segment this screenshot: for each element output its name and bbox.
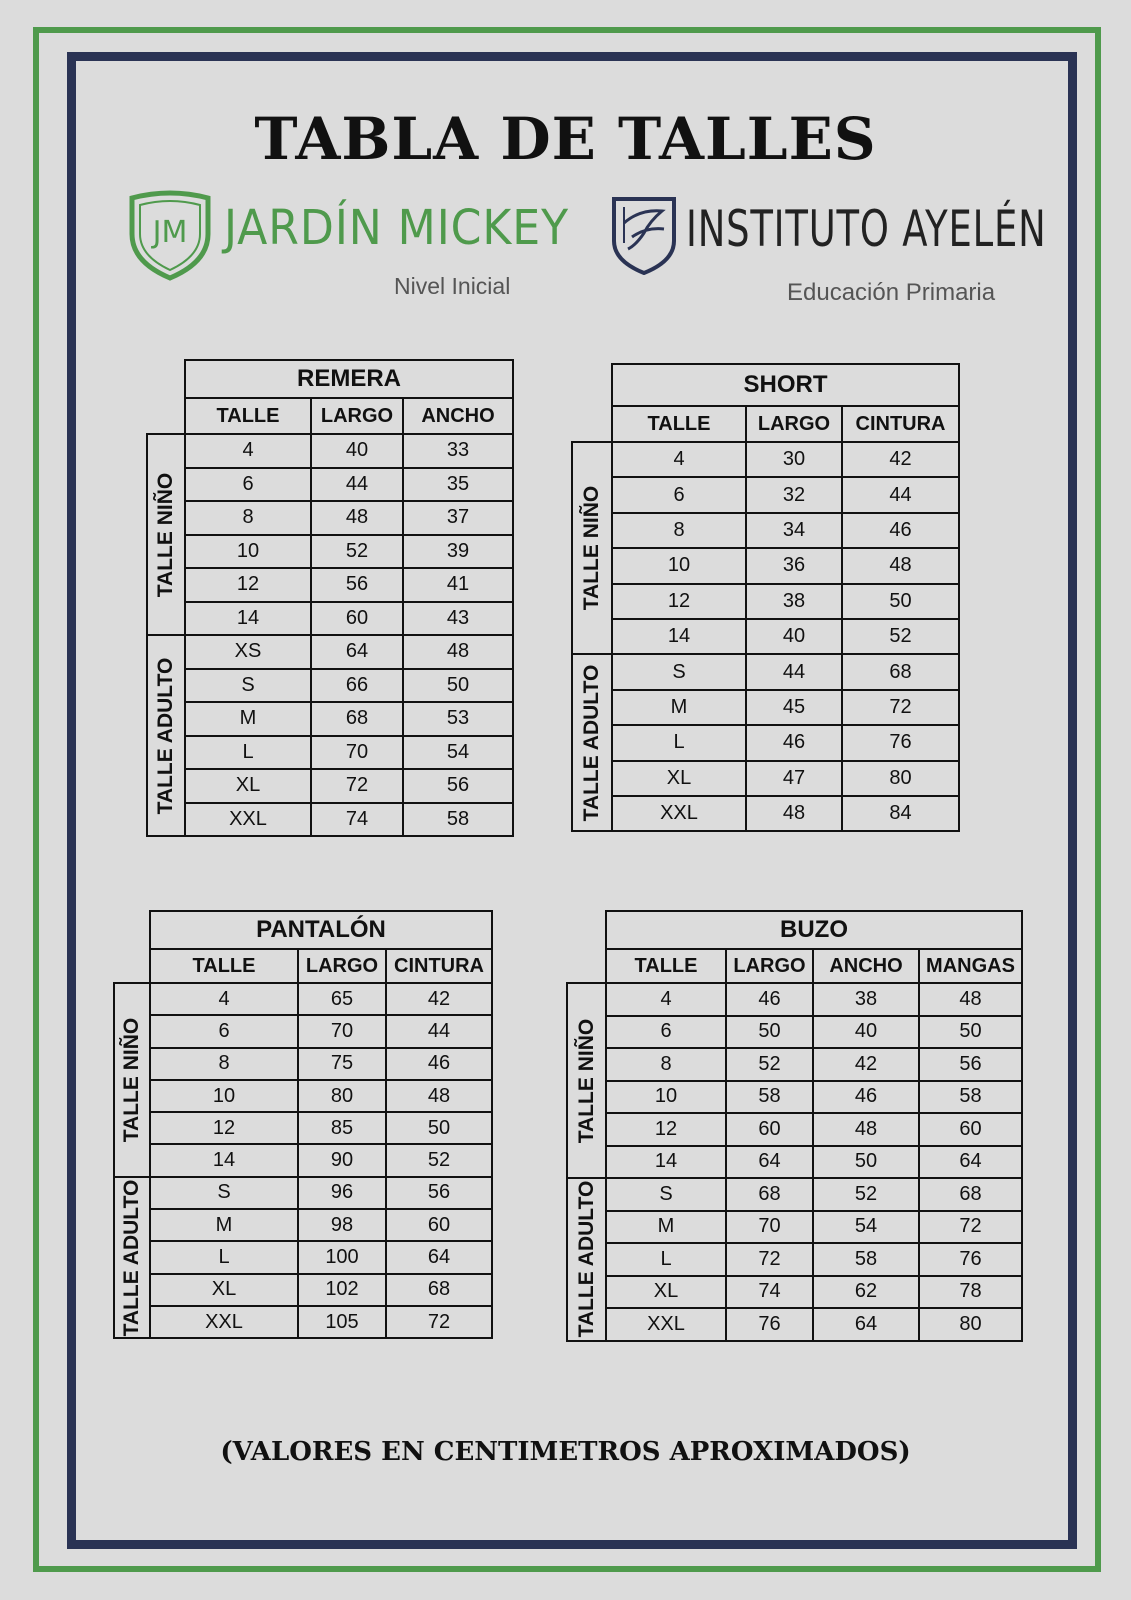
table-cell: 8	[612, 513, 746, 548]
table-cell: 44	[386, 1015, 492, 1047]
table-cell: 4	[612, 442, 746, 477]
table-row	[147, 669, 513, 703]
table-cell: 12	[185, 568, 311, 602]
jardin-mickey-subtitle: Nivel Inicial	[394, 273, 511, 299]
table-cell: 14	[606, 1146, 726, 1179]
table-cell: 58	[919, 1081, 1022, 1114]
table-name: PANTALÓN	[150, 911, 492, 949]
group-label-text: TALLE ADULTO	[580, 664, 603, 822]
table-cell: 12	[150, 1112, 298, 1144]
table-name: REMERA	[185, 360, 513, 398]
table-cell: 38	[746, 584, 842, 619]
table-cell: 50	[726, 1016, 813, 1049]
table-cell: XL	[150, 1274, 298, 1306]
pantalon-size-table	[113, 910, 493, 1339]
table-cell: 8	[150, 1048, 298, 1080]
column-header: TALLE	[606, 949, 726, 983]
table-cell: L	[150, 1241, 298, 1273]
table-cell: 60	[386, 1209, 492, 1241]
table-row	[114, 1209, 492, 1241]
table-cell: M	[606, 1211, 726, 1244]
table-cell: M	[612, 690, 746, 725]
table-cell: XXL	[185, 803, 311, 837]
table-cell: 72	[726, 1243, 813, 1276]
table-cell: 58	[813, 1243, 919, 1276]
table-cell: 41	[403, 568, 513, 602]
table-row	[114, 1015, 492, 1047]
table-cell: 100	[298, 1241, 386, 1273]
footer-note: (VALORES EN CENTIMETROS APROXIMADOS)	[220, 1437, 911, 1467]
table-cell: 56	[403, 769, 513, 803]
table-cell: 102	[298, 1274, 386, 1306]
table-cell: 30	[746, 442, 842, 477]
buzo-size-table	[566, 910, 1023, 1342]
column-header: LARGO	[311, 398, 403, 434]
table-cell: 39	[403, 535, 513, 569]
table-cell: 72	[311, 769, 403, 803]
column-header: CINTURA	[842, 406, 959, 442]
table-cell: 46	[813, 1081, 919, 1114]
table-cell: 40	[813, 1016, 919, 1049]
table-cell: 56	[311, 568, 403, 602]
table-cell: 80	[842, 761, 959, 796]
column-header: LARGO	[726, 949, 813, 983]
table-cell: 76	[842, 725, 959, 760]
table-cell: 43	[403, 602, 513, 636]
column-header: LARGO	[298, 949, 386, 983]
table-cell: 14	[150, 1144, 298, 1176]
group-label-adulto	[572, 654, 612, 831]
table-cell: 4	[606, 983, 726, 1016]
table-cell: 84	[842, 796, 959, 831]
column-header: ANCHO	[403, 398, 513, 434]
table-row	[567, 1016, 1022, 1049]
table-cell: M	[150, 1209, 298, 1241]
table-cell: 12	[612, 584, 746, 619]
table-cell: 56	[386, 1177, 492, 1209]
table-row	[572, 725, 959, 760]
table-cell: 80	[919, 1308, 1022, 1341]
table-row	[572, 619, 959, 654]
table-cell: 40	[311, 434, 403, 468]
table-cell: 105	[298, 1306, 386, 1338]
table-row	[147, 568, 513, 602]
table-row	[567, 1308, 1022, 1341]
table-row	[114, 1177, 492, 1209]
table-cell: 90	[298, 1144, 386, 1176]
table-row	[572, 477, 959, 512]
table-cell: 35	[403, 468, 513, 502]
table-cell: 42	[842, 442, 959, 477]
table-row	[572, 690, 959, 725]
table-cell: 4	[150, 983, 298, 1015]
table-cell: 85	[298, 1112, 386, 1144]
table-cell: 70	[726, 1211, 813, 1244]
table-name: SHORT	[612, 364, 959, 406]
table-cell: XXL	[150, 1306, 298, 1338]
table-cell: S	[185, 669, 311, 703]
group-label-adulto	[114, 1177, 150, 1338]
group-label-text: TALLE NIÑO	[574, 1018, 598, 1143]
column-header: TALLE	[150, 949, 298, 983]
group-label-text: TALLE ADULTO	[120, 1179, 143, 1336]
table-cell: 10	[612, 548, 746, 583]
table-cell: 48	[842, 548, 959, 583]
table-cell: 58	[726, 1081, 813, 1114]
table-cell: 8	[185, 501, 311, 535]
table-cell: 64	[311, 635, 403, 669]
table-cell: 6	[612, 477, 746, 512]
table-cell: 64	[919, 1146, 1022, 1179]
table-cell: XS	[185, 635, 311, 669]
table-cell: XL	[185, 769, 311, 803]
table-cell: 36	[746, 548, 842, 583]
table-cell: 46	[726, 983, 813, 1016]
column-header: MANGAS	[919, 949, 1022, 983]
table-cell: 12	[606, 1113, 726, 1146]
group-label-adulto	[147, 635, 185, 836]
table-cell: 60	[919, 1113, 1022, 1146]
table-row	[567, 1048, 1022, 1081]
group-label-nino	[567, 983, 606, 1178]
column-header: TALLE	[612, 406, 746, 442]
table-cell: 68	[842, 654, 959, 689]
table-cell: 76	[919, 1243, 1022, 1276]
table-cell: 54	[813, 1211, 919, 1244]
table-cell: 53	[403, 702, 513, 736]
table-row	[114, 1306, 492, 1338]
table-cell: 60	[726, 1113, 813, 1146]
column-header: ANCHO	[813, 949, 919, 983]
table-row	[567, 1211, 1022, 1244]
group-label-adulto	[567, 1178, 606, 1341]
remera-size-table	[146, 359, 514, 837]
table-cell: 37	[403, 501, 513, 535]
table-cell: S	[606, 1178, 726, 1211]
table-cell: 78	[919, 1276, 1022, 1309]
table-cell: 74	[726, 1276, 813, 1309]
table-row	[572, 584, 959, 619]
table-row	[572, 513, 959, 548]
table-cell: M	[185, 702, 311, 736]
table-cell: 48	[311, 501, 403, 535]
table-cell: 64	[813, 1308, 919, 1341]
table-cell: 52	[386, 1144, 492, 1176]
table-cell: 52	[311, 535, 403, 569]
table-cell: 47	[746, 761, 842, 796]
short-size-table	[571, 363, 960, 832]
table-row	[572, 796, 959, 831]
table-row	[147, 535, 513, 569]
table-row	[572, 761, 959, 796]
group-label-nino	[572, 442, 612, 654]
page-title: TABLA DE TALLES	[254, 105, 877, 173]
table-cell: 58	[403, 803, 513, 837]
table-row	[114, 1112, 492, 1144]
table-cell: 75	[298, 1048, 386, 1080]
table-cell: 33	[403, 434, 513, 468]
table-cell: 48	[746, 796, 842, 831]
table-cell: 65	[298, 983, 386, 1015]
table-row	[567, 1243, 1022, 1276]
table-cell: 44	[311, 468, 403, 502]
table-cell: 52	[813, 1178, 919, 1211]
table-cell: 70	[298, 1015, 386, 1047]
table-cell: 44	[746, 654, 842, 689]
table-cell: 10	[150, 1080, 298, 1112]
table-cell: 10	[606, 1081, 726, 1114]
table-cell: 98	[298, 1209, 386, 1241]
table-row	[147, 635, 513, 669]
table-cell: 52	[726, 1048, 813, 1081]
table-cell: 48	[386, 1080, 492, 1112]
group-label-text: TALLE ADULTO	[154, 657, 177, 814]
table-row	[572, 442, 959, 477]
table-row	[114, 1144, 492, 1176]
instituto-ayelen-name: INSTITUTO AYELÉN	[686, 200, 1047, 258]
table-row	[114, 1048, 492, 1080]
column-header: CINTURA	[386, 949, 492, 983]
table-cell: 8	[606, 1048, 726, 1081]
table-cell: 70	[311, 736, 403, 770]
table-cell: 60	[311, 602, 403, 636]
instituto-ayelen-crest-icon	[610, 193, 678, 275]
jardin-mickey-shield-icon	[126, 190, 214, 282]
table-cell: 45	[746, 690, 842, 725]
table-row	[147, 501, 513, 535]
table-cell: 72	[842, 690, 959, 725]
table-cell: 96	[298, 1177, 386, 1209]
table-row	[114, 1241, 492, 1273]
table-cell: 6	[606, 1016, 726, 1049]
column-header: LARGO	[746, 406, 842, 442]
instituto-ayelen-subtitle: Educación Primaria	[787, 279, 996, 306]
table-row	[114, 983, 492, 1015]
table-row	[567, 983, 1022, 1016]
table-cell: 34	[746, 513, 842, 548]
table-row	[147, 702, 513, 736]
table-cell: 62	[813, 1276, 919, 1309]
table-cell: 52	[842, 619, 959, 654]
table-row	[114, 1274, 492, 1306]
group-label-nino	[147, 434, 185, 635]
table-cell: 10	[185, 535, 311, 569]
table-cell: 56	[919, 1048, 1022, 1081]
table-row	[147, 803, 513, 837]
table-cell: 66	[311, 669, 403, 703]
table-cell: S	[612, 654, 746, 689]
table-row	[147, 769, 513, 803]
table-cell: XL	[606, 1276, 726, 1309]
table-cell: 46	[386, 1048, 492, 1080]
table-cell: 64	[726, 1146, 813, 1179]
table-cell: 68	[726, 1178, 813, 1211]
table-cell: 40	[746, 619, 842, 654]
table-cell: 74	[311, 803, 403, 837]
table-row	[567, 1276, 1022, 1309]
group-label-text: TALLE ADULTO	[574, 1180, 598, 1338]
table-cell: 44	[842, 477, 959, 512]
table-cell: 46	[746, 725, 842, 760]
table-cell: 48	[403, 635, 513, 669]
table-cell: 50	[842, 584, 959, 619]
group-label-text: TALLE NIÑO	[120, 1017, 143, 1143]
table-cell: 68	[311, 702, 403, 736]
table-name: BUZO	[606, 911, 1022, 949]
table-cell: 50	[386, 1112, 492, 1144]
table-row	[572, 654, 959, 689]
table-row	[114, 1080, 492, 1112]
group-label-nino	[114, 983, 150, 1177]
group-label-text: TALLE NIÑO	[580, 485, 603, 611]
table-row	[147, 434, 513, 468]
table-row	[567, 1178, 1022, 1211]
table-cell: 48	[813, 1113, 919, 1146]
table-row	[147, 468, 513, 502]
table-cell: 6	[185, 468, 311, 502]
table-cell: 50	[919, 1016, 1022, 1049]
table-cell: 38	[813, 983, 919, 1016]
table-cell: XL	[612, 761, 746, 796]
table-cell: 50	[403, 669, 513, 703]
table-cell: 68	[919, 1178, 1022, 1211]
jardin-mickey-monogram: JM	[152, 215, 188, 250]
table-row	[567, 1081, 1022, 1114]
table-row	[147, 736, 513, 770]
table-cell: 68	[386, 1274, 492, 1306]
table-cell: 46	[842, 513, 959, 548]
table-cell: 50	[813, 1146, 919, 1179]
table-cell: 14	[185, 602, 311, 636]
table-cell: 80	[298, 1080, 386, 1112]
table-cell: 64	[386, 1241, 492, 1273]
table-cell: 42	[386, 983, 492, 1015]
column-header: TALLE	[185, 398, 311, 434]
table-cell: 54	[403, 736, 513, 770]
table-row	[567, 1146, 1022, 1179]
table-cell: 6	[150, 1015, 298, 1047]
table-cell: XXL	[612, 796, 746, 831]
table-cell: S	[150, 1177, 298, 1209]
table-cell: L	[606, 1243, 726, 1276]
table-cell: 48	[919, 983, 1022, 1016]
table-cell: 32	[746, 477, 842, 512]
table-cell: XXL	[606, 1308, 726, 1341]
table-row	[572, 548, 959, 583]
table-cell: 4	[185, 434, 311, 468]
jardin-mickey-name: JARDÍN MICKEY	[224, 200, 569, 256]
group-label-text: TALLE NIÑO	[154, 472, 177, 597]
table-cell: L	[612, 725, 746, 760]
table-cell: 14	[612, 619, 746, 654]
table-cell: 42	[813, 1048, 919, 1081]
table-cell: 76	[726, 1308, 813, 1341]
table-cell: 72	[919, 1211, 1022, 1244]
table-cell: L	[185, 736, 311, 770]
table-cell: 72	[386, 1306, 492, 1338]
table-row	[567, 1113, 1022, 1146]
table-row	[147, 602, 513, 636]
